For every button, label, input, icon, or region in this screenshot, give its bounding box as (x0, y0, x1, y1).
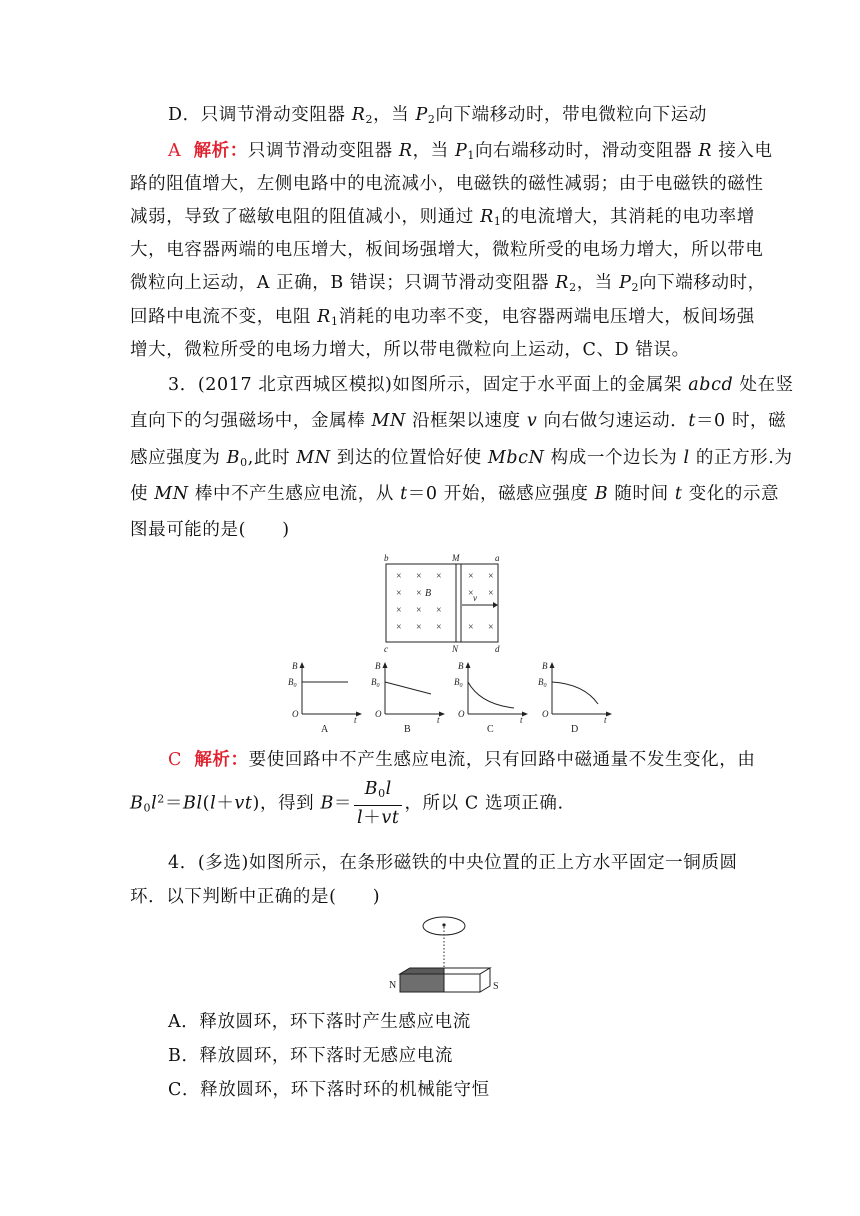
q3-line-1: 3．(2017 北京西城区模拟)如图所示，固定于水平面上的金属架 abcd 处在竖 (168, 375, 794, 395)
south-label: S (493, 981, 499, 992)
arrow-up-icon (383, 662, 388, 668)
field-cross: × (416, 588, 422, 599)
field-cross: × (488, 571, 494, 582)
q4-option-a: A．释放圆环，环下落时产生感应电流 (168, 1012, 471, 1032)
field-label: B (425, 588, 432, 599)
arrow-right-icon (356, 712, 362, 717)
figure-magnetic-frame (280, 552, 620, 740)
answer-letter: C (168, 750, 182, 770)
graph-curve (552, 682, 598, 704)
fraction: $\frac{B_0l}{l+vt}$ (354, 778, 402, 830)
corner-b: b (384, 553, 389, 563)
arrow-up-icon (300, 662, 305, 668)
arrow-right-icon (439, 712, 445, 717)
corner-c: c (384, 644, 388, 654)
q3-answer-equation: $B_0l^2=Bl(l+vt)$，得到 B＝ $\frac{B_0l}{l+vt}$ ，所以 C 选项正确. (130, 779, 564, 828)
graph-curve (385, 682, 431, 694)
graph-y-label: B (292, 661, 298, 671)
q3-line-4: 使 MN 棒中不产生感应电流，从 t＝0 开始，磁感应强度 B 随时间 t 变化的示意 (130, 484, 780, 504)
graph-option-label: A (321, 724, 329, 735)
north-label: N (389, 980, 397, 991)
graph-b0-label: $B_0$ (288, 677, 297, 689)
answer-line-6: 回路中电流不变，电阻 $R_1$消耗的电功率不变，电容器两端电压增大，板间场强 (130, 307, 755, 328)
q4-line-1: 4．(多选)如图所示，在条形磁铁的中央位置的正上方水平固定一铜质圆 (168, 853, 738, 873)
q3-line-3: 感应强度为 $B_0$,此时 MN 到达的位置恰好使 MbcN 构成一个边长为 l 的正方形.为 (130, 448, 793, 469)
frame-rect (386, 564, 498, 642)
graph-origin: O (458, 709, 465, 719)
graph-x-label: t (354, 715, 357, 725)
arrow-right-icon (606, 712, 612, 717)
velocity-label: v (473, 593, 477, 603)
magnet-north-half (400, 974, 444, 992)
field-cross: × (396, 588, 402, 599)
answer-line-2: 路的阻值增大，左侧电路中的电流减小，电磁铁的磁性减弱；由于电磁铁的磁性 (130, 174, 764, 194)
q3-line-5: 图最可能的是( ) (130, 520, 290, 540)
q4-option-b: B．释放圆环，环下落时无感应电流 (168, 1046, 453, 1066)
answer-line-7: 增大，微粒所受的电场力增大，所以带电微粒向上运动，C、D 错误。 (130, 340, 690, 360)
graph-option-label: B (404, 724, 411, 735)
arrow-up-icon (466, 662, 471, 668)
arrow-up-icon (550, 662, 555, 668)
field-cross: × (468, 622, 474, 633)
answer-line-1: A 解析：只调节滑动变阻器 R，当 $P_1$向右端移动时，滑动变阻器 R 接入电 (168, 141, 773, 162)
magnet-south-half (444, 974, 480, 992)
answer-line-5: 微粒向上运动，A 正确，B 错误；只调节滑动变阻器 $R_2$，当 $P_2$向下端移动时， (130, 273, 766, 294)
corner-d: d (495, 644, 500, 654)
graph-b0-label: $B_0$ (371, 677, 380, 689)
q3-line-2: 直向下的匀强磁场中，金属棒 MN 沿框架以速度 v 向右做匀速运动．t＝0 时，磁 (130, 411, 787, 431)
field-cross: × (416, 622, 422, 633)
analysis-tag: 解析： (193, 141, 248, 161)
graph-option-label: D (571, 724, 579, 735)
corner-a: a (495, 553, 500, 563)
ring-center-dot (442, 923, 445, 926)
answer-line-4: 大，电容器两端的电压增大，板间场强增大，微粒所受的电场力增大，所以带电 (130, 240, 764, 260)
figure-ring-magnet (380, 912, 520, 998)
corner-n: N (452, 644, 459, 654)
graph-b0-label: $B_0$ (454, 677, 463, 689)
field-cross: × (488, 622, 494, 633)
field-cross: × (416, 605, 422, 616)
arrow-right-icon (522, 712, 528, 717)
field-cross: × (436, 605, 442, 616)
graph-origin: O (375, 709, 382, 719)
graph-x-label: t (604, 715, 607, 725)
graph-x-label: t (437, 715, 440, 725)
graph-y-label: B (542, 661, 548, 671)
graph-x-label: t (520, 715, 523, 725)
option-d: D．只调节滑动变阻器 $R_2$，当 $P_2$向下端移动时，带电微粒向下运动 (168, 105, 707, 126)
field-cross: × (488, 588, 494, 599)
field-cross: × (396, 622, 402, 633)
field-cross: × (416, 571, 422, 582)
q3-answer-line-1: C 解析：要使回路中不产生感应电流，只有回路中磁通量不发生变化，由 (168, 750, 756, 770)
graph-origin: O (542, 709, 549, 719)
answer-line-3: 减弱，导致了磁敏电阻的阻值减小，则通过 $R_1$的电流增大，其消耗的电功率增 (130, 207, 755, 228)
graph-y-label: B (458, 661, 464, 671)
field-cross: × (436, 571, 442, 582)
field-cross: × (468, 588, 474, 599)
graph-origin: O (292, 709, 299, 719)
graph-b0-label: $B_0$ (538, 677, 547, 689)
q4-option-c: C．释放圆环，环下落时环的机械能守恒 (168, 1080, 490, 1100)
q4-line-2: 环．以下判断中正确的是( ) (130, 887, 381, 907)
field-cross: × (396, 571, 402, 582)
analysis-tag: 解析： (194, 750, 249, 770)
field-cross: × (436, 622, 442, 633)
graph-curve (468, 682, 514, 708)
field-cross: × (396, 605, 402, 616)
field-cross: × (468, 571, 474, 582)
graph-y-label: B (375, 661, 381, 671)
corner-m: M (452, 553, 460, 563)
graph-option-label: C (487, 724, 494, 735)
answer-letter: A (168, 141, 182, 161)
velocity-arrow-icon (493, 602, 498, 608)
